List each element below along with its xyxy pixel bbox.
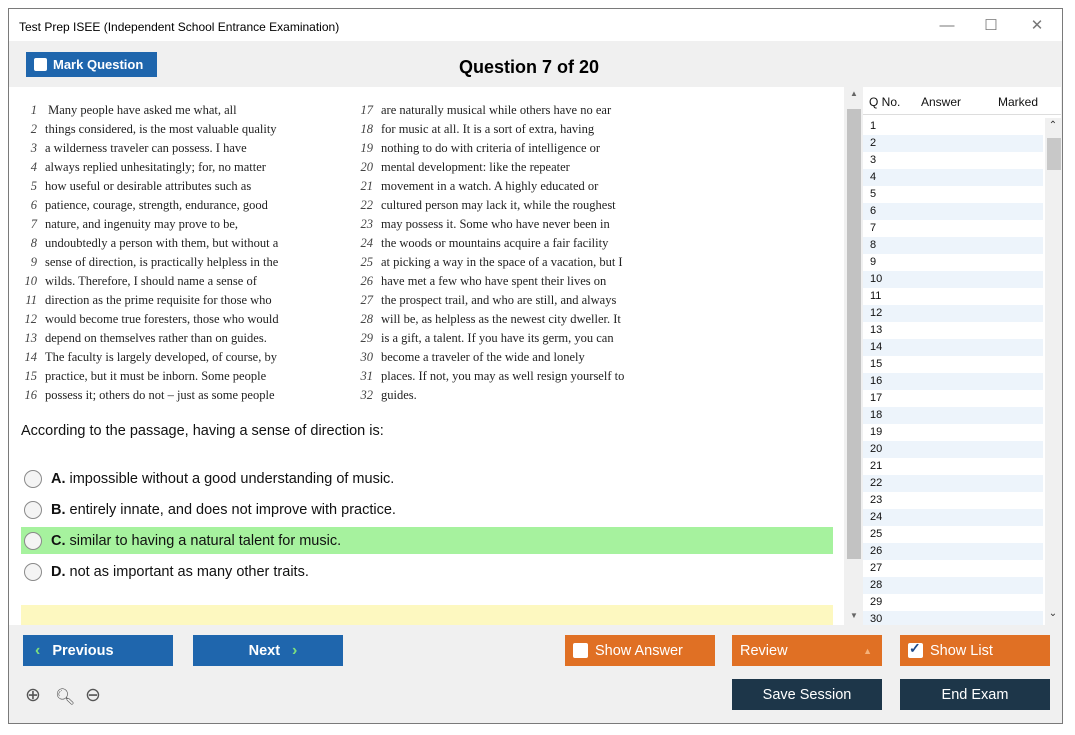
line-text: cultured person may lack it, while the roughest — [381, 198, 616, 212]
question-list-row[interactable]: 19 — [870, 426, 883, 438]
line-number: 5 — [30, 179, 37, 193]
passage-line — [345, 388, 417, 407]
line-number: 32 — [360, 388, 373, 402]
line-text: undoubtedly a person with them, but without a — [45, 236, 279, 250]
line-number: 9 — [30, 255, 37, 269]
passage-line — [345, 103, 611, 122]
minimize-icon[interactable]: — — [939, 17, 955, 34]
answer-choice-c[interactable] — [21, 527, 833, 554]
line-number: 18 — [360, 122, 373, 136]
passage-line — [345, 217, 610, 236]
chevron-up-icon[interactable]: ⌃ — [1048, 120, 1058, 131]
line-text: sense of direction, is practically helpless in the — [45, 255, 279, 269]
line-text: the prospect trail, and who are still, and always — [381, 293, 617, 307]
question-list-row[interactable]: 16 — [863, 373, 1043, 390]
checkbox-icon — [573, 643, 588, 658]
question-list-row[interactable]: 4 — [863, 169, 1043, 186]
question-list-row[interactable]: 7 — [870, 222, 877, 234]
question-list-row[interactable]: 13 — [870, 324, 883, 336]
passage-line — [9, 217, 238, 236]
answer-choice-d[interactable] — [21, 558, 833, 585]
chevron-right-icon: › — [292, 641, 298, 659]
line-text: the woods or mountains acquire a fair facility — [381, 236, 609, 250]
radio-icon[interactable] — [24, 501, 42, 519]
line-text: are naturally musical while others have no ear — [381, 103, 612, 117]
passage-line — [345, 350, 585, 369]
line-number: 4 — [30, 160, 37, 174]
question-list-row[interactable]: 15 — [870, 358, 883, 370]
chevron-down-icon[interactable]: ⌄ — [1048, 608, 1058, 619]
choice-letter: B. — [51, 501, 66, 518]
line-text: would become true foresters, those who would — [45, 312, 279, 326]
question-list-header — [863, 87, 1061, 115]
question-list-row[interactable]: 23 — [870, 494, 883, 506]
line-number: 7 — [30, 217, 37, 231]
review-dropdown[interactable] — [732, 635, 882, 666]
question-list-scrollbar[interactable] — [1045, 118, 1061, 625]
passage-line — [9, 388, 275, 407]
save-session-label: Save Session — [762, 686, 852, 703]
line-number: 17 — [360, 103, 373, 117]
line-text: have met a few who have spent their lives on — [381, 274, 607, 288]
zoom-reset-icon[interactable]: 🔍︎ — [55, 689, 76, 706]
passage-line — [9, 369, 266, 388]
question-list-row[interactable]: 18 — [863, 407, 1043, 424]
show-list-label: Show List — [930, 642, 993, 659]
review-label: Review — [740, 642, 788, 659]
choice-letter: A. — [51, 470, 66, 487]
question-list-row[interactable]: 28 — [863, 577, 1043, 594]
line-text: always replied unhesitatingly; for, no matter — [45, 160, 266, 174]
show-answer-button[interactable] — [565, 635, 715, 666]
line-number: 3 — [30, 141, 37, 155]
passage-line — [345, 293, 616, 312]
previous-button[interactable] — [23, 635, 173, 666]
line-text: direction as the prime requisite for those who — [45, 293, 272, 307]
col-qno: Q No. — [869, 95, 901, 109]
checked-checkbox-icon — [908, 643, 923, 658]
question-list-row[interactable]: 10 — [863, 271, 1043, 288]
scroll-down-icon[interactable]: ▼ — [850, 611, 858, 620]
explanation-box — [21, 605, 833, 625]
question-list-row[interactable]: 21 — [870, 460, 883, 472]
maximize-icon[interactable]: ☐ — [984, 17, 998, 34]
passage-line — [345, 236, 608, 255]
question-list-row[interactable]: 9 — [870, 256, 877, 268]
line-text: nature, and ingenuity may prove to be, — [45, 217, 238, 231]
passage-line — [9, 122, 277, 141]
passage-line — [9, 103, 237, 122]
window-title: Test Prep ISEE (Independent School Entrance Examination) — [19, 20, 340, 34]
line-number: 10 — [24, 274, 37, 288]
line-text: places. If not, you may as well resign yourself to — [381, 369, 625, 383]
col-answer: Answer — [921, 95, 962, 109]
question-text: According to the passage, having a sense of direction is: — [21, 423, 384, 439]
line-text: guides. — [381, 388, 417, 402]
choice-text: not as important as many other traits. — [69, 563, 309, 580]
checkbox-icon — [34, 58, 47, 71]
question-list-row[interactable]: 30 — [863, 611, 1043, 625]
line-text: Many people have asked me what, all — [45, 103, 237, 117]
line-number: 6 — [30, 198, 37, 212]
passage-line — [345, 160, 570, 179]
passage-line — [9, 160, 266, 179]
line-number: 31 — [360, 369, 373, 383]
line-text: wilds. Therefore, I should name a sense of — [45, 274, 257, 288]
line-text: patience, courage, strength, endurance, good — [45, 198, 268, 212]
save-session-button[interactable] — [732, 679, 882, 710]
question-list-row[interactable]: 25 — [870, 528, 883, 540]
line-text: is a gift, a talent. If you have its germ, you can — [381, 331, 614, 345]
line-number: 21 — [360, 179, 373, 193]
line-number: 30 — [360, 350, 373, 364]
previous-label: Previous — [52, 642, 114, 659]
line-number: 19 — [360, 141, 373, 155]
question-list-row[interactable]: 12 — [863, 305, 1043, 322]
question-list-rows — [863, 118, 1043, 625]
line-number: 24 — [360, 236, 373, 250]
dropdown-arrow-icon: ▲ — [863, 645, 872, 656]
chevron-left-icon: ‹ — [35, 641, 41, 659]
line-text: depend on themselves rather than on guides. — [45, 331, 267, 345]
question-list-row[interactable]: 1 — [870, 120, 877, 132]
show-answer-label: Show Answer — [595, 642, 683, 659]
question-list-row[interactable]: 27 — [870, 562, 883, 574]
answer-choice-a[interactable] — [21, 465, 833, 492]
passage-line — [9, 179, 251, 198]
line-text: at picking a way in the space of a vacation, but I — [381, 255, 623, 269]
question-list-row[interactable]: 3 — [870, 154, 877, 166]
line-number: 20 — [360, 160, 373, 174]
question-panel — [9, 87, 844, 625]
line-number: 1 — [30, 103, 37, 117]
line-number: 11 — [25, 293, 37, 307]
scroll-up-icon[interactable]: ▲ — [850, 89, 858, 98]
line-text: how useful or desirable attributes such as — [45, 179, 252, 193]
close-icon[interactable]: ✕ — [1030, 17, 1044, 34]
passage-line — [345, 312, 621, 331]
col-marked: Marked — [998, 95, 1039, 109]
line-number: 22 — [360, 198, 373, 212]
question-list-row[interactable]: 6 — [863, 203, 1043, 220]
answer-choice-b[interactable] — [21, 496, 833, 523]
passage-line — [345, 369, 624, 388]
line-number: 28 — [360, 312, 373, 326]
question-list-panel — [863, 87, 1061, 625]
question-list-row[interactable]: 14 — [863, 339, 1043, 356]
mark-question-label: Mark Question — [53, 57, 144, 72]
line-number: 8 — [30, 236, 37, 250]
zoom-in-icon[interactable]: ⊕ — [25, 685, 41, 706]
passage-line — [345, 255, 623, 274]
question-list-row[interactable]: 17 — [870, 392, 883, 404]
question-list-row[interactable]: 20 — [863, 441, 1043, 458]
next-label: Next — [248, 642, 281, 659]
passage-line — [9, 312, 279, 331]
passage-line — [345, 179, 598, 198]
line-text: will be, as helpless as the newest city dweller. It — [381, 312, 621, 326]
scroll-thumb[interactable] — [847, 109, 861, 559]
line-number: 29 — [360, 331, 373, 345]
question-list-row[interactable]: 5 — [870, 188, 877, 200]
passage-line — [9, 274, 257, 293]
app-window — [8, 8, 1063, 724]
choice-text: similar to having a natural talent for music. — [69, 532, 342, 549]
end-exam-button[interactable] — [900, 679, 1050, 710]
mark-question-button[interactable] — [26, 52, 157, 77]
line-text: mental development: like the repeater — [381, 160, 570, 174]
passage-line — [345, 331, 614, 350]
passage-line — [9, 350, 277, 369]
question-list-row[interactable]: 2 — [863, 135, 1043, 152]
line-number: 14 — [24, 350, 37, 364]
line-text: movement in a watch. A highly educated or — [381, 179, 599, 193]
question-list-row[interactable]: 29 — [870, 596, 883, 608]
line-text: for music at all. It is a sort of extra, having — [381, 122, 595, 136]
passage-line — [9, 331, 267, 350]
question-counter: Question 7 of 20 — [458, 57, 600, 77]
title-bar — [9, 9, 1062, 41]
line-text: become a traveler of the wide and lonely — [381, 350, 585, 364]
list-scroll-thumb[interactable] — [1047, 138, 1061, 170]
line-text: practice, but it must be inborn. Some people — [45, 369, 267, 383]
passage-line — [345, 122, 594, 141]
radio-icon[interactable] — [24, 470, 42, 488]
line-text: The faculty is largely developed, of course, by — [45, 350, 277, 364]
choice-text: entirely innate, and does not improve with practice. — [69, 501, 396, 518]
passage-line — [345, 141, 600, 160]
line-text: things considered, is the most valuable quality — [45, 122, 277, 136]
zoom-out-icon[interactable]: ⊖ — [85, 685, 101, 706]
end-exam-label: End Exam — [941, 686, 1009, 703]
line-text: may possess it. Some who have never been in — [381, 217, 610, 231]
passage-line — [345, 198, 616, 217]
line-number: 2 — [30, 122, 37, 136]
line-text: possess it; others do not – just as some people — [45, 388, 275, 402]
show-list-button[interactable] — [900, 635, 1050, 666]
passage-line — [345, 274, 606, 293]
line-number: 15 — [24, 369, 37, 383]
radio-icon[interactable] — [24, 563, 42, 581]
line-number: 16 — [24, 388, 37, 402]
next-button[interactable] — [193, 635, 343, 666]
question-list-row[interactable]: 11 — [870, 290, 882, 302]
choice-letter: C. — [51, 532, 66, 549]
passage-line — [9, 255, 278, 274]
line-number: 13 — [24, 331, 37, 345]
content-scrollbar[interactable] — [846, 87, 862, 625]
question-list-row[interactable]: 24 — [863, 509, 1043, 526]
choice-text: impossible without a good understanding of music. — [69, 470, 395, 487]
line-number: 25 — [360, 255, 373, 269]
line-text: nothing to do with criteria of intelligence or — [381, 141, 601, 155]
radio-icon[interactable] — [24, 532, 42, 550]
passage-line — [9, 293, 272, 312]
passage-line — [9, 141, 247, 160]
question-list-row[interactable]: 26 — [863, 543, 1043, 560]
passage-line — [9, 198, 268, 217]
line-number: 23 — [360, 217, 373, 231]
line-text: a wilderness traveler can possess. I have — [45, 141, 247, 155]
choice-letter: D. — [51, 563, 66, 580]
line-number: 26 — [360, 274, 373, 288]
question-list-row[interactable]: 8 — [863, 237, 1043, 254]
question-list-row[interactable]: 22 — [863, 475, 1043, 492]
line-number: 27 — [360, 293, 373, 307]
passage-line — [9, 236, 278, 255]
line-number: 12 — [24, 312, 37, 326]
